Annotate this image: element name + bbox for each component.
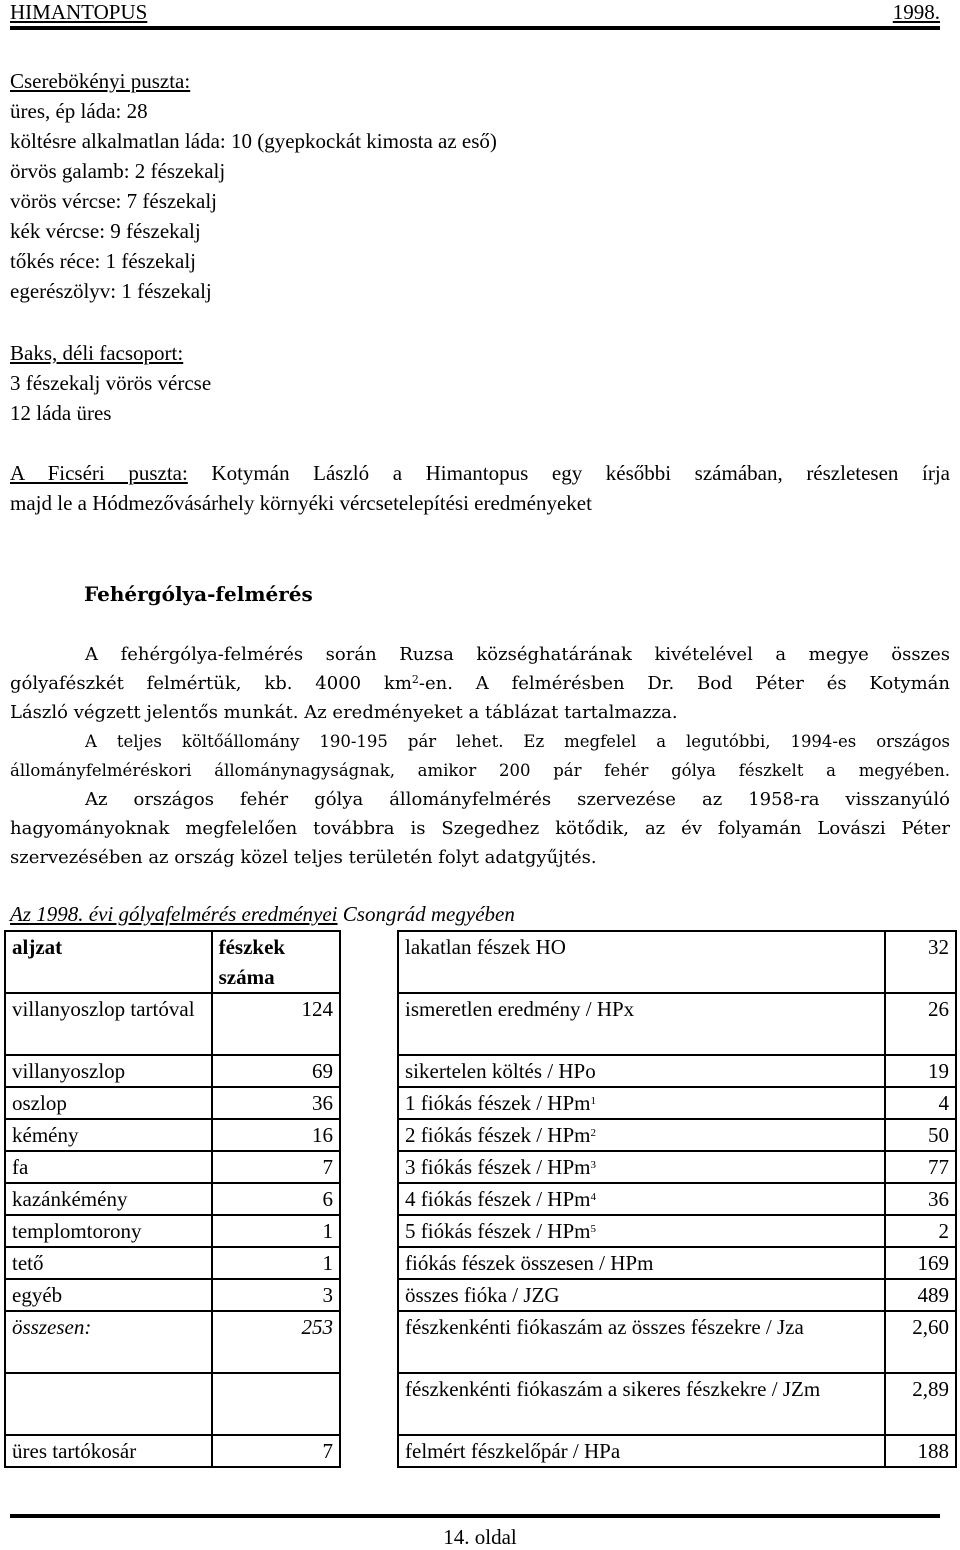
table-cell: 36	[885, 1183, 956, 1215]
table-cell: 3	[212, 1279, 340, 1311]
cell-label: 3 fiókás fészek / HPm	[405, 1155, 591, 1179]
table-row	[398, 1183, 956, 1215]
table-cell: lakatlan fészek HO	[398, 931, 885, 993]
header-rule	[10, 26, 940, 30]
paragraph-text: gólyafészkét felmértük, kb. 4000 km	[10, 673, 412, 694]
table-cell: fészkenkénti fiókaszám a sikeres fészkekre / JZm	[398, 1373, 885, 1435]
table-header-row	[5, 931, 340, 993]
table-cell: 6	[212, 1183, 340, 1215]
table-cell: 253	[212, 1311, 340, 1373]
table-row	[398, 1055, 956, 1087]
table-row	[398, 1247, 956, 1279]
table-cell: 4	[885, 1087, 956, 1119]
table-cell: tető	[5, 1247, 212, 1279]
csere-line: költésre alkalmatlan láda: 10 (gyepkockát kimosta az eső)	[10, 129, 497, 153]
table-row	[5, 1279, 340, 1311]
table-cell: templomtorony	[5, 1215, 212, 1247]
table-cell: 1	[212, 1215, 340, 1247]
paragraph-line: hagyományoknak megfelelően továbbra is Szegedhez kötődik, az év folyamán Lovászi Péter	[10, 818, 950, 839]
superscript: 1	[590, 1095, 596, 1107]
superscript: 2	[590, 1127, 596, 1139]
table-row	[5, 1151, 340, 1183]
csere-line: vörös vércse: 7 fészekalj	[10, 189, 217, 213]
paragraph-line: Az országos fehér gólya állományfelmérés szervezése az 1958-ra visszanyúló	[85, 789, 950, 810]
substrate-table	[4, 930, 341, 1468]
cell-label: 1 fiókás fészek / HPm	[405, 1091, 591, 1115]
table-cell: 124	[212, 993, 340, 1055]
table-row	[398, 1151, 956, 1183]
table-cell: 32	[885, 931, 956, 993]
table-row	[5, 1247, 340, 1279]
table-cell: 7	[212, 1151, 340, 1183]
table-cell: egyéb	[5, 1279, 212, 1311]
baks-line: 3 fészekalj vörös vércse	[10, 371, 212, 395]
cell-label: 2 fiókás fészek / HPm	[405, 1123, 591, 1147]
table-cell: villanyoszlop	[5, 1055, 212, 1087]
table-cell: 2	[885, 1215, 956, 1247]
csere-line: tőkés réce: 1 fészekalj	[10, 249, 196, 273]
table-cell: 50	[885, 1119, 956, 1151]
table-row	[5, 1183, 340, 1215]
table-cell	[212, 1373, 340, 1435]
section-title: Fehérgólya-felmérés	[84, 582, 313, 606]
header-year: 1998.	[892, 0, 940, 24]
table-cell: fa	[5, 1151, 212, 1183]
table-row	[398, 1373, 956, 1435]
table-row	[398, 931, 956, 993]
paragraph-text: -en. A felmérésben Dr. Bod Péter és Kotymán	[418, 673, 950, 694]
paragraph-line: állományfelméréskori állománynagyságnak, amikor 200 pár fehér gólya fészkelt a megyében.	[10, 761, 950, 780]
baks-block	[10, 338, 950, 428]
table-cell: ismeretlen eredmény / HPx	[398, 993, 885, 1055]
table-row	[398, 1087, 956, 1119]
csere-line: kék vércse: 9 fészekalj	[10, 219, 201, 243]
header-cell: fészkek száma	[212, 931, 340, 993]
ficseri-line-2: majd le a Hódmezővásárhely környéki vércsetelepítési eredményeket	[10, 491, 592, 515]
paragraph-line: szervezésében az ország közel teljes területén folyt adatgyűjtés.	[10, 847, 597, 868]
table-row	[398, 1279, 956, 1311]
table-row	[5, 993, 340, 1055]
table-row	[398, 1311, 956, 1373]
header-cell: aljzat	[5, 931, 212, 993]
table-cell	[398, 1087, 885, 1119]
table-cell: sikertelen költés / HPo	[398, 1055, 885, 1087]
caption-rest: Csongrád megyében	[337, 902, 515, 926]
superscript: 5	[590, 1223, 596, 1235]
table-cell: 26	[885, 993, 956, 1055]
table-row	[398, 1435, 956, 1467]
table-cell: felmért fészkelőpár / HPa	[398, 1435, 885, 1467]
table-row	[398, 993, 956, 1055]
cell-label: 4 fiókás fészek / HPm	[405, 1187, 591, 1211]
table-row	[5, 1373, 340, 1435]
ficseri-line-1	[10, 458, 950, 488]
paragraph-line	[10, 669, 950, 698]
table-cell: 169	[885, 1247, 956, 1279]
csere-title: Cserebökényi puszta:	[10, 69, 191, 93]
table-caption	[10, 900, 515, 928]
ficseri-text: Kotymán László a Himantopus egy későbbi számában, részletesen írja	[187, 461, 950, 485]
table-cell	[5, 1373, 212, 1435]
footer-rule	[10, 1514, 940, 1518]
header-title: HIMANTOPUS	[10, 0, 148, 24]
survey-paragraph	[10, 640, 950, 872]
table-row	[398, 1215, 956, 1247]
paragraph-line: László végzett jelentős munkát. Az eredményeket a táblázat tartalmazza.	[10, 702, 678, 723]
table-cell: 2,89	[885, 1373, 956, 1435]
table-cell: 19	[885, 1055, 956, 1087]
table-cell: 188	[885, 1435, 956, 1467]
table-cell: villanyoszlop tartóval	[5, 993, 212, 1055]
table-cell: oszlop	[5, 1087, 212, 1119]
table-cell	[398, 1183, 885, 1215]
table-row	[5, 1435, 340, 1467]
table-row	[5, 1215, 340, 1247]
table-cell: 16	[212, 1119, 340, 1151]
table-cell: 2,60	[885, 1311, 956, 1373]
ficseri-block	[10, 458, 950, 518]
superscript: 2	[411, 673, 419, 686]
table-row	[5, 1311, 340, 1373]
table-cell: fiókás fészek összesen / HPm	[398, 1247, 885, 1279]
table-cell: 1	[212, 1247, 340, 1279]
table-row	[5, 1119, 340, 1151]
table-cell: 69	[212, 1055, 340, 1087]
table-cell	[398, 1215, 885, 1247]
table-cell	[398, 1151, 885, 1183]
csere-line: egerészölyv: 1 fészekalj	[10, 279, 212, 303]
table-row	[5, 1087, 340, 1119]
baks-title: Baks, déli facsoport:	[10, 341, 184, 365]
results-table	[397, 930, 957, 1468]
ficseri-title: A Ficséri puszta:	[10, 461, 188, 485]
page-header	[10, 0, 940, 24]
caption-underlined: Az 1998. évi gólyafelmérés eredményei	[10, 902, 338, 926]
table-cell: 489	[885, 1279, 956, 1311]
baks-line: 12 láda üres	[10, 401, 112, 425]
csere-line: üres, ép láda: 28	[10, 99, 148, 123]
table-cell: fészkenkénti fiókaszám az összes fészekre / Jza	[398, 1311, 885, 1373]
cell-label: 5 fiókás fészek / HPm	[405, 1219, 591, 1243]
table-cell: 7	[212, 1435, 340, 1467]
csere-block	[10, 66, 950, 306]
paragraph-line: A teljes költőállomány 190-195 pár lehet. Ez megfelel a legutóbbi, 1994-es országos	[85, 732, 950, 751]
table-cell: összes fióka / JZG	[398, 1279, 885, 1311]
page-number: 14. oldal	[443, 1525, 517, 1549]
table-cell: 36	[212, 1087, 340, 1119]
table-cell: 77	[885, 1151, 956, 1183]
table-cell	[398, 1119, 885, 1151]
superscript: 4	[590, 1191, 596, 1203]
table-cell: kazánkémény	[5, 1183, 212, 1215]
table-cell: kémény	[5, 1119, 212, 1151]
csere-line: örvös galamb: 2 fészekalj	[10, 159, 226, 183]
table-cell: összesen:	[5, 1311, 212, 1373]
paragraph-line: A fehérgólya-felmérés során Ruzsa községhatárának kivételével a megye összes	[85, 644, 950, 665]
table-cell: üres tartókosár	[5, 1435, 212, 1467]
table-row	[398, 1119, 956, 1151]
table-row	[5, 1055, 340, 1087]
superscript: 3	[590, 1159, 596, 1171]
